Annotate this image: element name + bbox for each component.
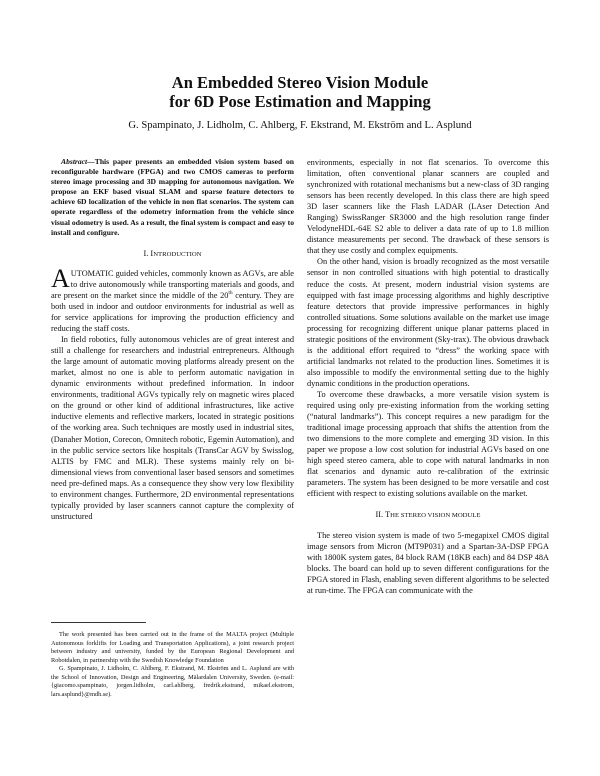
- body-paragraph-3: To overcome these drawbacks, a more versatile vision system is required using only pre-existing information from the working setting (“natural landmarks”). This concept requires a new paradigm for the traditional image processing approach that shifts the attention from the two dimensions to the more complete and emerging 3D vision. In this paper we propose a low cost solution for industrial AGVs based on one high speed stereo camera, able to cope with natural landmarks in non flat scenarios and dynamic auto re-calibration of the extrinsic parameters. The system has been designed to be more versatile and cost efficient with respect to existing solutions available on the market.: [307, 389, 549, 499]
- abstract-lead: Abstract: [61, 157, 88, 166]
- section-heading-introduction: I. INTRODUCTION: [143, 248, 202, 258]
- intro-paragraph-1: AUTOMATIC guided vehicles, commonly known as AGVs, are able to drive autonomously while transporting materials and goods, and are present on the market since the middle of the 20th century. They are both used in indoor and outdoor environments for industrial as well as for service applications for improving the production efficiency and reducing the staff costs.: [51, 263, 294, 334]
- author-list: G. Spampinato, J. Lidholm, C. Ahlberg, F. Ekstrand, M. Ekström and L. Asplund: [128, 120, 472, 131]
- footnote-affiliation: G. Spampinato, J. Lidholm, C. Ahlberg, F. Ekstrand, M. Ekström and L. Asplund are with the School of Innovation, Design and Engineering, Mälardalen University, Sweden. (e-mail: {giacomo.spampinato, jorgen.lidholm, carl.ahlberg, fredrik.ekstrand, mikael.ekstrom, lars.asplund}@mdh.se).: [51, 665, 294, 698]
- intro-paragraph-2: In field robotics, fully autonomous vehicles are of great interest and still a challenge for researchers and industrial entrepreneurs. Although the large amount of automatic moving platforms already present on the market, almost no one is able to perform automatic navigation in dynamic environments without predefined information. In indoor environments, traditional AGVs typically rely on magnetic wires placed on the ground or other kind of additional infrastructures, like active inductive elements and reflective markers, located in strategic positions of the working area. Such techniques are mostly used in industrial sites, (Danaher Motion, Corecon, Omnitech robotic, Egemin Automation), and in the public service sectors like hospitals (TransCar AGV by Swisslog, ALTIS by FMC and MLR). These systems mainly rely on bi-dimensional views from conventional laser based sensors and sometimes need pre-defined maps. As a consequence they show very low flexibility to environment changes. Furthermore, 2D environmental representations typically provided by laser scanners cannot capture the complexity of unstructured: [51, 335, 294, 521]
- right-column: [307, 157, 549, 596]
- left-column: [51, 157, 294, 522]
- footnote-funding: The work presented has been carried out in the frame of the MALTA project (Multiple Autonomous forklifts for Loading and Transportation Applications), a joint research project between industry and university, funded by the European Regional Development and Robotdalen, in partnership with the Swedish Knowledge Foundation: [51, 631, 294, 664]
- body-paragraph-1: environments, especially in not flat scenarios. To overcome this limitation, often conventional planar scanners are coupled and synchronized with rotational mechanisms but a new-class of 3D ranging sensors has been recently developed. In this class there are high speed 3D laser scanners like the Flash LADAR (LAser Detection And Ranging) SwissRanger SR3000 and the high resolution range finder VelodyneHDL-64E S2 able to deliver a data rate of up to 1.8 million distance measurements per second. The drawback of these sensors is that they use costly and complex equipments.: [307, 158, 549, 256]
- title-line-1: An Embedded Stereo Vision Module: [171, 73, 429, 92]
- body-paragraph-2: On the other hand, vision is broadly recognized as the most versatile sensor in non controlled situations with high potential to drastically reduce the costs. At present, modern industrial vision systems are equipped with fast image processing algorithms and highly descriptive feature detectors that provide impressive performances in highly controlled situations. Some solutions available on the market use image processing for recognizing different unique planar patterns placed in strategic positions of the environment (Sky-trax). The obvious drawback is the additional effort required to “dress” the working space with artificial landmarks not related to the production lines. Sometimes it is also impossible to modify the environmental setting due to the highly dynamic conditions in the production operations.: [307, 257, 549, 388]
- footnote-rule: [51, 622, 146, 623]
- paper-title: [0, 73, 600, 111]
- abstract-text: —This paper presents an embedded vision system based on reconfigurable hardware (FPGA) and two CMOS cameras to perform stereo image processing and 3D mapping for autonomous navigation. We propose an EKF based visual SLAM and sparse feature detectors to achieve 6D localization of the vehicle in non flat scenarios. The system can operate regardless of the odometry information from the vehicle since visual odometry is used. As a result, the final system is compact and easy to install and configure.: [51, 157, 294, 237]
- section-heading-stereo-vision: II. THE STEREO VISION MODULE: [375, 510, 481, 520]
- body-paragraph-4: The stereo vision system is made of two 5-megapixel CMOS digital image sensors from Micron (MT9P031) and a Spartan-3A-DSP FPGA with 1800K system gates, 84 block RAM (18KB each) and 84 DSP 48A blocks. The board can hold up to seven different configurations for the FPGA stored in Flash, enabling seven different algorithms to be selected at run-time. The FPGA can communicate with the: [307, 530, 549, 595]
- title-line-2: for 6D Pose Estimation and Mapping: [169, 92, 431, 111]
- footnotes: [51, 622, 294, 699]
- abstract: [51, 157, 294, 238]
- drop-cap: A: [51, 263, 70, 293]
